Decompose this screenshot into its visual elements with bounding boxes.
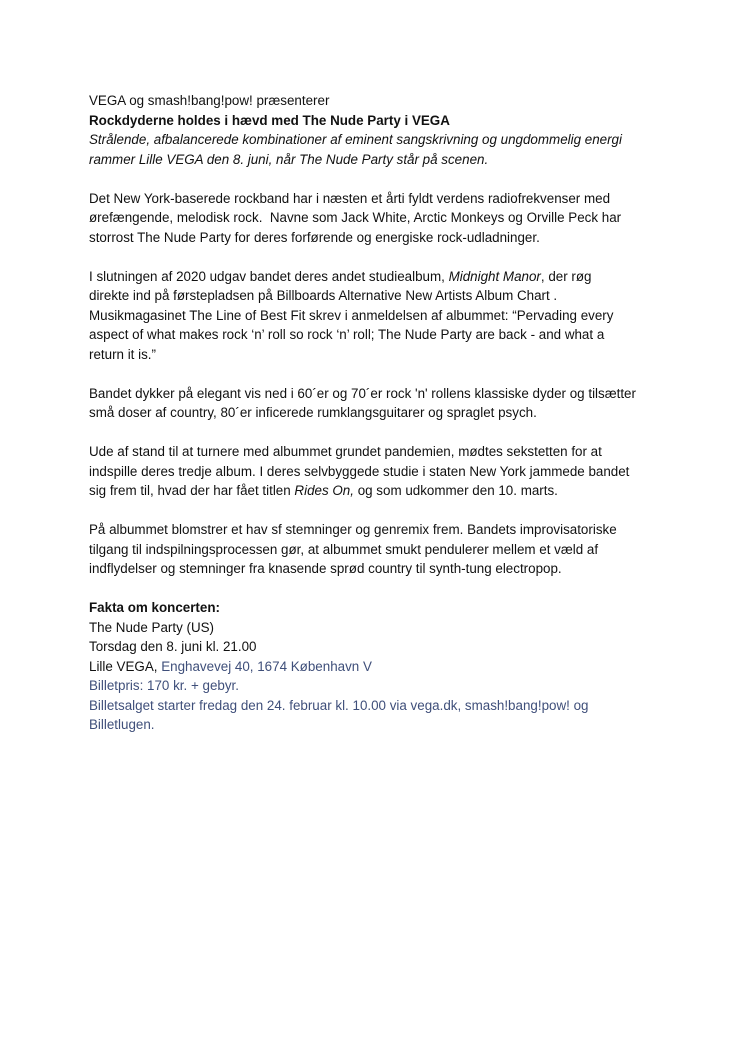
facts-ticket-sale-line-1: Billetsalget starter fredag den 24. februar kl. 10.00 via vega.dk, smash!bang!pow! og — [89, 697, 589, 713]
paragraph-1-line-2: ørefængende, melodisk rock. Navne som Jack White, Arctic Monkeys og Orville Peck har — [89, 210, 622, 225]
paragraph-2-text: I slutningen af 2020 udgav bandet deres andet studiealbum, — [89, 268, 449, 284]
paragraph-4-line-3 — [89, 481, 669, 501]
paragraph-5-line-1: På albummet blomstrer et hav sf stemninger og genremix frem. Bandets improvisatoriske — [89, 522, 617, 537]
subheadline-line-1: Strålende, afbalancerede kombinationer af eminent sangskrivning og ungdommelig energi — [89, 132, 622, 147]
spacer — [89, 579, 669, 599]
spacer — [89, 247, 669, 267]
paragraph-1-line-3: storrost The Nude Party for deres forførende og energiske rock-udladninger. — [89, 229, 540, 245]
paragraph-1-line-1: Det New York-baserede rockband har i næsten et årti fyldt verdens radiofrekvenser med — [89, 190, 611, 206]
paragraph-5-line-3: indflydelser og stemninger fra knasende sprød country til synth-tung electropop. — [89, 561, 562, 576]
paragraph-2-text: , der røg — [540, 268, 592, 284]
paragraph-2-line-5: return it is.” — [89, 346, 156, 362]
paragraph-2-line-4: aspect of what makes rock ‘n’ roll so rock ‘n’ roll; The Nude Party are back - and what a — [89, 327, 605, 342]
facts-address: Enghavevej 40, 1674 København V — [161, 658, 372, 674]
spacer — [89, 364, 669, 384]
spacer — [89, 423, 669, 443]
paragraph-4-line-2: indspille deres tredje album. I deres selvbyggede studie i staten New York jammede bandet — [89, 463, 630, 479]
paragraph-4-line-1: Ude af stand til at turnere med albummet grundet pandemien, mødtes sekstetten for at — [89, 444, 602, 459]
facts-date: Torsdag den 8. juni kl. 21.00 — [89, 639, 257, 654]
album-title-midnight-manor: Midnight Manor — [448, 268, 541, 284]
paragraph-3-line-1: Bandet dykker på elegant vis ned i 60´er og 70´er rock 'n' rollens klassiske dyder og tilsætter — [89, 385, 636, 401]
facts-venue: Lille VEGA, — [89, 658, 162, 674]
paragraph-3-line-2: små doser af country, 80´er inficerede rumklangsguitarer og spraglet psych. — [89, 405, 537, 420]
facts-ticket-sale-line-2: Billetlugen. — [89, 717, 155, 732]
press-release — [89, 91, 669, 735]
facts-heading: Fakta om koncerten: — [89, 600, 220, 615]
headline: Rockdyderne holdes i hævd med The Nude Party i VEGA — [89, 112, 450, 128]
paragraph-4-text: og som udkommer den 10. marts. — [353, 483, 558, 498]
paragraph-4-text: sig frem til, hvad der har fået titlen — [89, 483, 295, 498]
album-title-rides-on: Rides On, — [294, 483, 354, 498]
presenter-line: VEGA og smash!bang!pow! præsenterer — [89, 93, 330, 108]
subheadline-line-2: rammer Lille VEGA den 8. juni, når The Nude Party står på scenen. — [89, 151, 489, 167]
paragraph-5-line-2: tilgang til indspilningsprocessen gør, at albummet smukt pendulerer mellem et væld af — [89, 541, 599, 557]
facts-venue-line — [89, 657, 669, 677]
spacer — [89, 501, 669, 521]
paragraph-2-line-1 — [89, 267, 669, 287]
facts-price: Billetpris: 170 kr. + gebyr. — [89, 678, 239, 693]
facts-artist: The Nude Party (US) — [89, 619, 215, 635]
paragraph-2-line-2: direkte ind på førstepladsen på Billboards Alternative New Artists Album Chart . — [89, 288, 558, 303]
spacer — [89, 169, 669, 189]
paragraph-2-line-3: Musikmagasinet The Line of Best Fit skrev i anmeldelsen af albummet: “Pervading every — [89, 307, 614, 323]
